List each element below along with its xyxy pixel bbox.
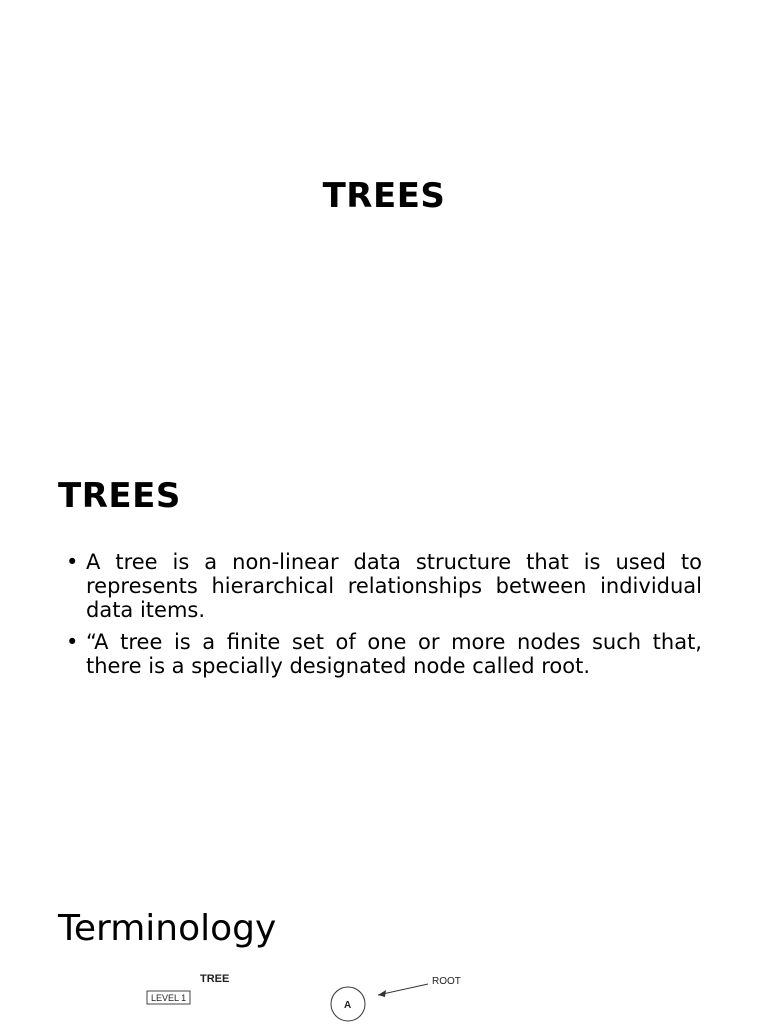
bullet-icon: • bbox=[66, 550, 79, 574]
slide-heading: Terminology bbox=[58, 908, 277, 949]
level-label: LEVEL 1 bbox=[151, 993, 187, 1003]
terminology-slide bbox=[0, 880, 768, 1024]
diagram-title: TREE bbox=[200, 973, 230, 985]
bullet-list bbox=[66, 550, 702, 686]
arrow-head-icon bbox=[378, 990, 386, 997]
title-slide bbox=[0, 0, 768, 390]
root-label: ROOT bbox=[432, 976, 461, 987]
bullet-item bbox=[66, 550, 702, 622]
node-label: A bbox=[344, 1000, 352, 1011]
bullet-icon: • bbox=[66, 630, 79, 654]
bullet-text: A tree is a non-linear data structure that is used to represents hierarchical relationships between individual data items. bbox=[86, 550, 702, 622]
slide-heading: TREES bbox=[58, 476, 181, 516]
tree-diagram bbox=[0, 880, 768, 1024]
bullet-item bbox=[66, 630, 702, 678]
slide-title: TREES bbox=[322, 176, 446, 216]
bullet-text: “A tree is a finite set of one or more nodes such that, there is a specially designated node called root. bbox=[86, 630, 702, 678]
definition-slide bbox=[0, 440, 768, 870]
